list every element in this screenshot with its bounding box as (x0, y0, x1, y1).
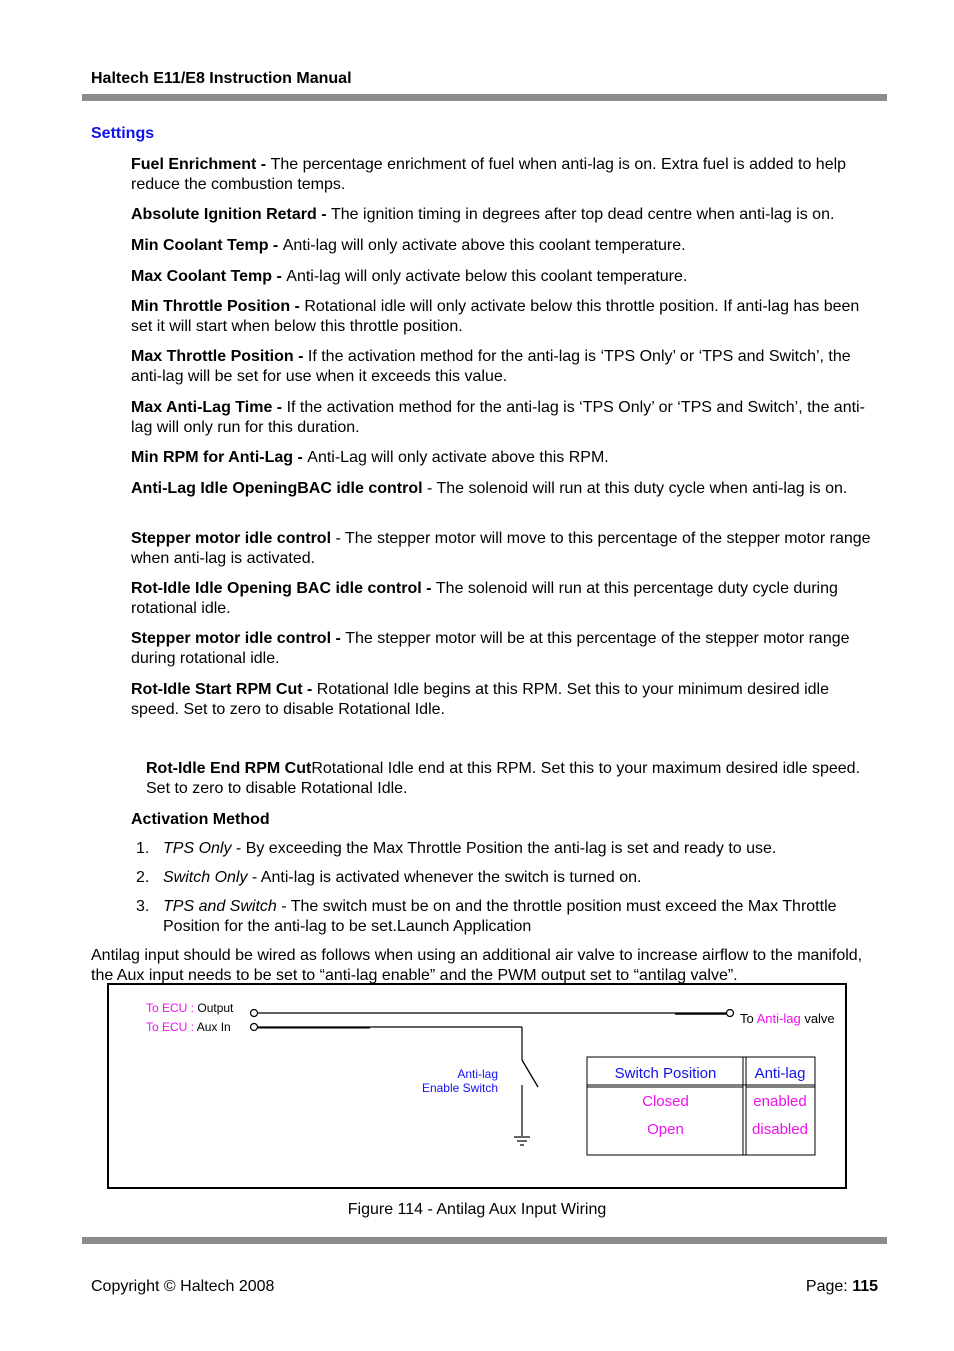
activation-item-number: 2. (136, 869, 150, 886)
entry-max-coolant-temp: Max Coolant Temp - Anti-lag will only activate below this coolant temperature. (131, 268, 688, 285)
footer-copyright: Copyright © Haltech 2008 (91, 1278, 275, 1295)
table-cell-open: Open (647, 1121, 684, 1138)
entry-rot-idle-end-rpm: Rot-Idle End RPM CutRotational Idle end at this RPM. Set this to your maximum desired idle speed. Set to zero to disable Rotational Idle. (146, 760, 861, 797)
entry-anti-lag-idle-opening: Anti-Lag Idle OpeningBAC idle control - The solenoid will run at this duty cycle when anti-lag is on. (131, 480, 848, 497)
entry-stepper-motor-rot-idle: Stepper motor idle control - The stepper motor will be at this percentage of the stepper motor range during rotational idle. (131, 630, 850, 667)
activation-item-switch-only: Switch Only - Anti-lag is activated whenever the switch is turned on. (163, 869, 642, 886)
footer-rule (82, 1237, 887, 1244)
ecu-aux-in-label: To ECU : Aux In (146, 1020, 231, 1034)
ecu-output-label: To ECU : Output (146, 1001, 234, 1015)
entry-min-rpm-anti-lag: Min RPM for Anti-Lag - Anti-Lag will only activate above this RPM. (131, 449, 609, 466)
entry-min-coolant-temp: Min Coolant Temp - Anti-lag will only activate above this coolant temperature. (131, 237, 686, 254)
activation-heading: Activation Method (131, 811, 270, 828)
table-cell-closed: Closed (642, 1093, 689, 1110)
figure-caption: Figure 114 - Antilag Aux Input Wiring (347, 1201, 607, 1218)
ground-icon (514, 1137, 530, 1145)
entry-max-anti-lag-time: Max Anti-Lag Time - If the activation method for the anti-lag is ‘TPS Only’ or ‘TPS and Switch’, the anti-lag will only run for this duration. (131, 399, 865, 436)
activation-item-number: 3. (136, 898, 150, 915)
table-header-switch-position: Switch Position (614, 1065, 717, 1082)
entry-stepper-motor-anti-lag: Stepper motor idle control - The stepper motor will move to this percentage of the stepper motor range when anti-lag is activated. (131, 530, 871, 567)
valve-terminal-icon (727, 1010, 734, 1017)
switch-label: Anti-lag Enable Switch (421, 1067, 498, 1095)
activation-item-number: 1. (136, 840, 150, 857)
table-cell-disabled: disabled (752, 1121, 808, 1138)
wiring-note: Antilag input should be wired as follows when using an additional air valve to increase airflow to the manifold, the Aux input needs to be set to “anti-lag enable” and the PWM output set to “antilag valve”. (91, 947, 863, 984)
aux-in-terminal-icon (251, 1024, 258, 1031)
entry-absolute-ignition-retard: Absolute Ignition Retard - The ignition timing in degrees after top dead centre when anti-lag is on. (131, 206, 835, 223)
valve-label: To Anti-lag valve (740, 1011, 835, 1026)
entry-min-throttle-position: Min Throttle Position - Rotational idle will only activate below this throttle position. If anti-lag has been set it will start when below this throttle position. (131, 298, 860, 335)
table-header-anti-lag: Anti-lag (754, 1065, 806, 1082)
switch-icon (522, 1060, 538, 1087)
activation-item-tps-and-switch: TPS and Switch - The switch must be on and the throttle position must exceed the Max Throttle Position for the anti-lag to be set.Launch Application (163, 898, 837, 935)
activation-item-tps-only: TPS Only - By exceeding the Max Throttle Position the anti-lag is set and ready to use. (163, 840, 777, 857)
header-title: Haltech E11/E8 Instruction Manual (91, 70, 352, 87)
section-heading: Settings (91, 125, 155, 142)
entry-rot-idle-opening: Rot-Idle Idle Opening BAC idle control - The solenoid will run at this percentage duty cycle during rotational idle. (131, 580, 838, 617)
output-terminal-icon (251, 1010, 258, 1017)
table-cell-enabled: enabled (753, 1093, 807, 1110)
entry-fuel-enrichment: Fuel Enrichment - The percentage enrichment of fuel when anti-lag is on. Extra fuel is added to help reduce the combustion temps. (131, 156, 847, 193)
footer-page: Page: 115 (805, 1278, 878, 1295)
entry-max-throttle-position: Max Throttle Position - If the activation method for the anti-lag is ‘TPS Only’ or ‘TPS and Switch’, the anti-lag will be set for use when it exceeds this value. (131, 348, 851, 385)
entry-rot-idle-start-rpm: Rot-Idle Start RPM Cut - Rotational Idle begins at this RPM. Set this to your minimum desired idle speed. Set to zero to disable Rotational Idle. (131, 681, 829, 718)
